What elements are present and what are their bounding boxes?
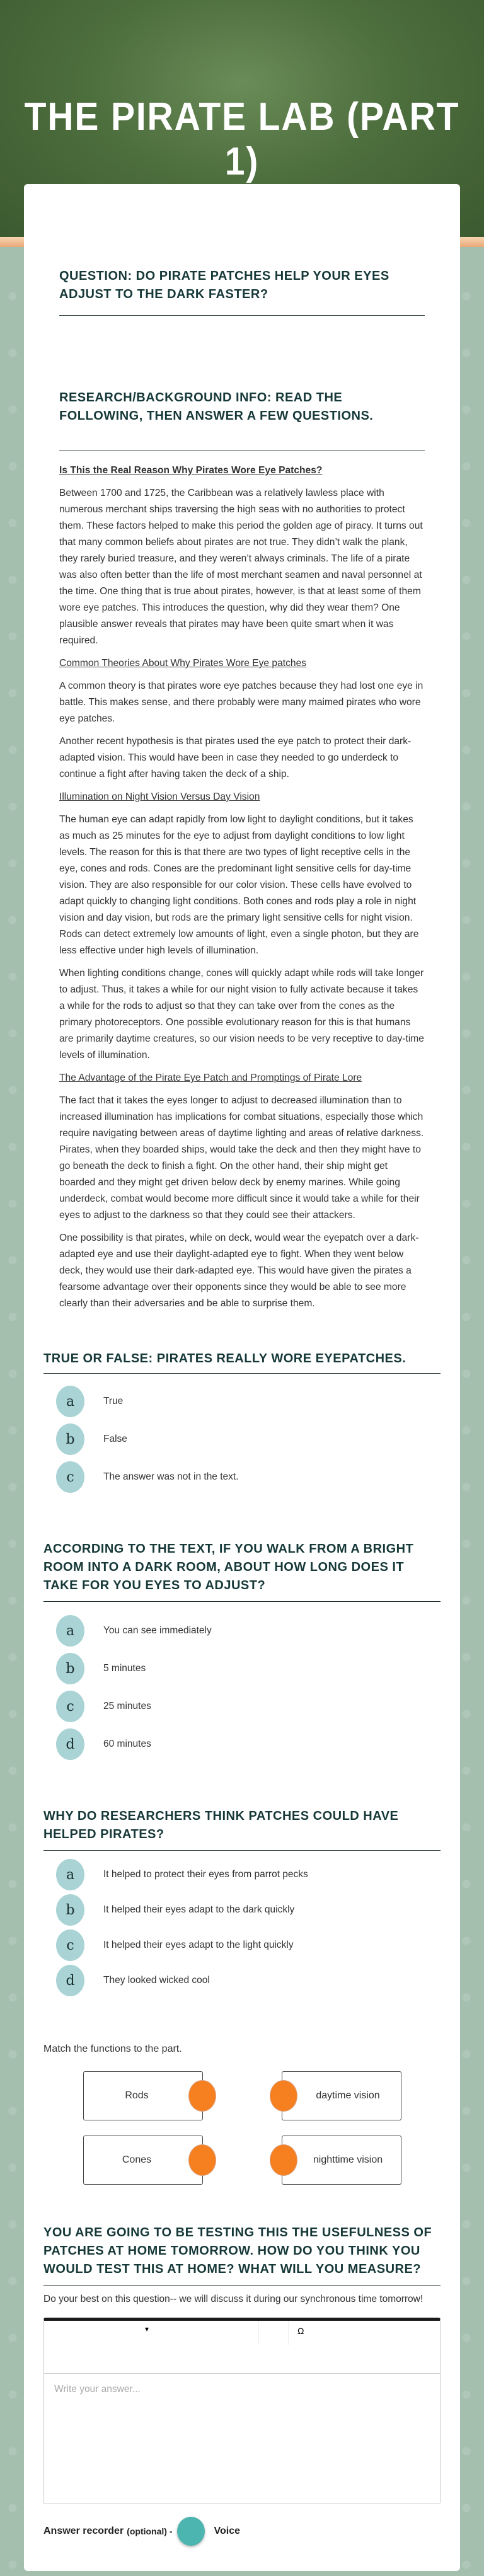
question-prompt: ACCORDING TO THE TEXT, IF YOU WALK FROM A BRIGHT ROOM INTO A DARK ROOM, ABOUT HOW LONG DOES IT TAKE FOR YOU EYES TO ADJUST? [43,1542,414,1592]
match-right-daytime[interactable] [282,2071,401,2120]
worksheet-card [24,184,460,2571]
option-letter-badge: c [56,1929,84,1961]
answer-option[interactable] [43,1612,441,1650]
match-label: daytime vision [316,2090,380,2101]
article-paragraph: A common theory is that pirates wore eye patches because they had lost one eye in battle. This makes sense, and there probably were many maimed pirates who wore eye patches. [59,681,424,724]
question-adjust-time [43,1540,441,1763]
divider [59,315,425,316]
option-text: 60 minutes [103,1739,151,1749]
match-left-rods[interactable] [83,2071,203,2120]
match-handle-daytime[interactable] [270,2080,297,2112]
article-subheading: Illumination on Night Vision Versus Day Vision [59,791,260,802]
answer-option[interactable] [43,1963,441,1998]
match-right-nighttime[interactable] [282,2136,401,2185]
match-handle-cones[interactable] [188,2144,216,2176]
answer-option[interactable] [43,1857,441,1892]
option-letter-badge: b [56,1423,84,1455]
divider [43,2285,441,2286]
option-text: 25 minutes [103,1701,151,1711]
special-character-icon[interactable]: Ω [297,2326,304,2336]
question-heading: QUESTION: DO PIRATE PATCHES HELP YOUR EYES ADJUST TO THE DARK FASTER? [59,269,389,301]
option-text: False [103,1434,127,1444]
option-letter-badge: c [56,1461,84,1493]
divider [43,1850,441,1851]
answer-option[interactable] [43,1458,441,1496]
article-paragraph: The human eye can adapt rapidly from low light to daylight conditions, but it takes as much as 25 minutes for the eye to adjust from daylight conditions to low light levels. The reason for this is that there are two types of light receptive cells in the eye, cones and rods. Cones are the predominant light sensitive cells for day-time vision. They are also responsible for our color vision. These cells have evolved to adapt quickly to changing light conditions. Both cones and rods play a role in night vision and day vision, but rods are the primary light sensitive cells for night vision. Rods can detect extremely low amounts of light, even a single photon, but they are less effective under high levels of illumination. [59,814,419,956]
toolbar-separator [288,2321,289,2345]
record-voice-button[interactable] [177,2517,205,2546]
article-paragraph: When lighting conditions change, cones will quickly adapt while rods will take longer to adjust. Thus, it takes a while for our night vision to fully activate because it takes a while for the rods to adjust so that they can take over from the cones as the primary photoreceptors. One possible evolutionary reason for this is that humans are primarily daytime creatures, so our vision needs to be very receptive to day-time levels of illumination. [59,968,424,1061]
divider [43,1373,441,1374]
option-text: 5 minutes [103,1663,146,1674]
editor-toolbar [44,2321,440,2374]
article-paragraph: One possibility is that pirates, while on deck, would wear the eyepatch over a dark-adapted eye and use their daylight-adapted eye to fight. When they went below deck, they would use their dark-adapted eye. This would have given the pirates a fearsome advantage over their opponents since they would be able to see more clearly than their adversaries and be able to surprise them. [59,1233,419,1309]
answer-recorder [43,2517,460,2546]
option-text: The answer was not in the text. [103,1471,239,1482]
open-question [43,2224,441,2308]
option-text: It helped their eyes adapt to the dark quickly [103,1904,295,1915]
option-text: You can see immediately [103,1625,212,1636]
option-list [43,1612,441,1763]
match-area [43,2065,441,2211]
answer-option[interactable] [43,1650,441,1688]
page-title: THE PIRATE LAB (PART 1) [24,95,460,183]
question-true-false [43,1350,441,1496]
option-letter-badge: b [56,1653,84,1684]
option-list [43,1857,441,1998]
match-handle-nighttime[interactable] [270,2144,297,2176]
option-text: True [103,1396,124,1406]
article-subheading: Common Theories About Why Pirates Wore Eye patches [59,658,307,669]
recorder-label: Answer recorder [43,2526,124,2536]
match-label: Cones [122,2154,152,2165]
option-letter-badge: a [56,1859,84,1890]
option-letter-badge: a [56,1615,84,1647]
question-prompt: YOU ARE GOING TO BE TESTING THIS THE USEFULNESS OF PATCHES AT HOME TOMORROW. HOW DO YOU THINK YOU WOULD TEST THIS AT HOME? WHAT WILL YOU MEASURE? [43,2226,432,2276]
research-section [59,389,425,451]
answer-option[interactable] [43,1688,441,1725]
article-title: Is This the Real Reason Why Pirates Wore Eye Patches? [59,465,323,476]
option-letter-badge: b [56,1894,84,1926]
answer-textarea[interactable]: Write your answer... [54,2384,141,2395]
option-text: It helped to protect their eyes from parrot pecks [103,1869,308,1880]
match-label: Rods [125,2090,149,2101]
recorder-optional: (optional) - [127,2526,173,2536]
question-prompt: TRUE OR FALSE: PIRATES REALLY WORE EYEPATCHES. [43,1352,406,1366]
answer-option[interactable] [43,1383,441,1420]
option-list [43,1383,441,1496]
match-instruction: Match the functions to the part. [43,2044,182,2054]
format-dropdown-icon[interactable]: ▾ [145,2325,149,2333]
research-heading: RESEARCH/BACKGROUND INFO: READ THE FOLLOWING, THEN ANSWER A FEW QUESTIONS. [59,391,374,423]
matching-question [43,2042,441,2211]
article-subheading: The Advantage of the Pirate Eye Patch and Promptings of Pirate Lore [59,1072,362,1083]
question-section [59,267,425,316]
question-prompt: WHY DO RESEARCHERS THINK PATCHES COULD HAVE HELPED PIRATES? [43,1809,399,1841]
answer-editor [43,2318,441,2504]
article-paragraph: The fact that it takes the eyes longer to adjust to decreased illumination than to increased illumination has implications for combat situations, especially those which require navigating between areas of daytime lighting and areas of relative darkness. Pirates, when they boarded ships, would take the deck and then they might have to go beneath the deck to finish a fight. On the other hand, their ship might get boarded and they might get driven below deck by enemy marines. While going underdeck, combat would become more difficult since it would take a while for their eyes to adjust to the darkness so that they could see their attackers. [59,1095,424,1221]
option-letter-badge: c [56,1691,84,1722]
recorder-mode: Voice [214,2526,240,2536]
option-letter-badge: a [56,1386,84,1417]
match-left-cones[interactable] [83,2136,203,2185]
match-handle-rods[interactable] [188,2080,216,2112]
option-letter-badge: d [56,1728,84,1760]
option-text: It helped their eyes adapt to the light quickly [103,1940,294,1950]
question-patches-helped [43,1807,441,1998]
answer-option[interactable] [43,1892,441,1928]
answer-option[interactable] [43,1420,441,1458]
article [59,463,426,1312]
article-paragraph: Another recent hypothesis is that pirates used the eye patch to protect their dark-adapted vision. This would have been in case they needed to go underdeck to continue a fight after having taken the deck of a ship. [59,736,412,779]
match-label: nighttime vision [313,2154,383,2165]
question-description: Do your best on this question-- we will discuss it during our synchronous time tomorrow! [43,2294,424,2304]
answer-option[interactable] [43,1928,441,1963]
toolbar-separator [258,2321,259,2345]
option-text: They looked wicked cool [103,1975,210,1986]
option-letter-badge: d [56,1965,84,1996]
answer-option[interactable] [43,1725,441,1763]
article-paragraph: Between 1700 and 1725, the Caribbean was a relatively lawless place with numerous merchant ships traversing the high seas with no authorities to protect them. These factors helped to make this period the golden age of piracy. It turns out that many common beliefs about pirates are not true. They didn’t walk the plank, they rarely buried treasure, and they weren’t always criminals. The life of a pirate was also often better than the life of most merchant seamen and naval personnel at the time. One thing that is true about pirates, however, is that at least some of them wore eye patches. This introduces the question, why did they wear them? One plausible answer reveals that pirates may have been quite smart when it was required. [59,488,423,646]
divider [43,1601,441,1602]
